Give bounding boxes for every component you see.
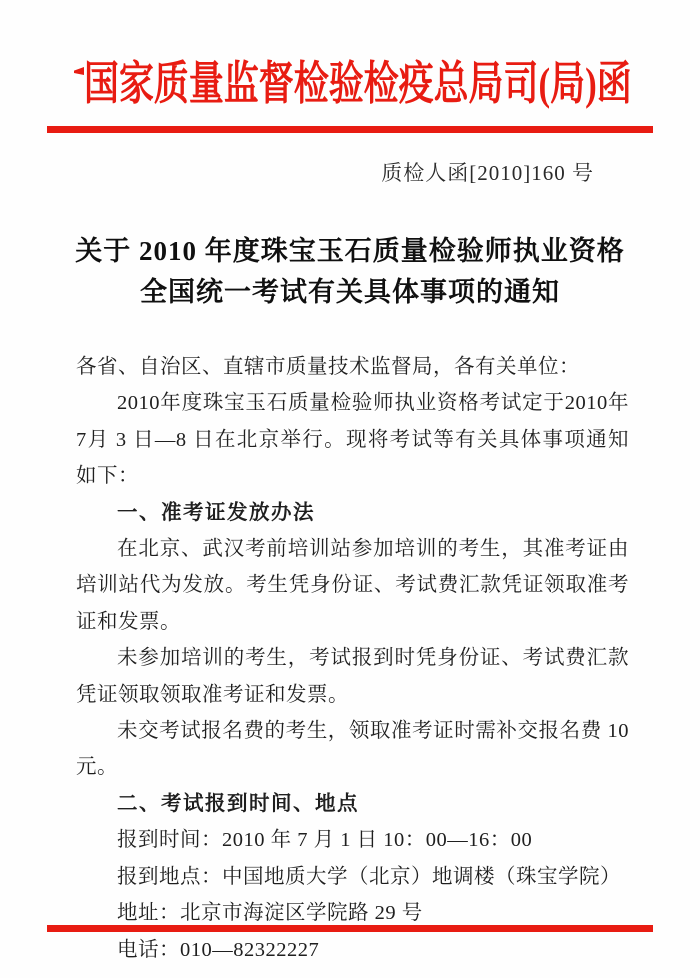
section1-paragraph3: 未交考试报名费的考生，领取准考证时需补交报名费 10 元。	[76, 720, 629, 779]
detail-report-time: 报到时间：2010 年 7 月 1 日 10：00—16：00	[117, 829, 533, 852]
detail-report-place: 报到地点：中国地质大学（北京）地调楼（珠宝学院）	[117, 865, 621, 888]
detail-address: 地址：北京市海淀区学院路 29 号	[117, 902, 423, 925]
section1-paragraph2: 未参加培训的考生，考试报到时凭身份证、考试费汇款凭证领取领取准考证和发票。	[76, 647, 629, 706]
intro-paragraph: 2010年度珠宝玉石质量检验师执业资格考试定于2010年7月 3 日—8 日在北京举行。现将考试等有关具体事项通知如下：	[76, 392, 629, 488]
section2-heading: 二、考试报到时间、地点	[117, 792, 359, 815]
letterhead-banner-title: 国家质量监督检验检疫总局司(局)函	[84, 58, 632, 109]
scan-artifact-mark	[74, 67, 84, 75]
notice-title-line2: 全国统一考试有关具体事项的通知	[140, 277, 560, 307]
document-body	[76, 349, 629, 968]
section1-paragraph1: 在北京、武汉考前培训站参加培训的考生，其准考证由培训站代为发放。考生凭身份证、考试费汇款凭证领取准考证和发票。	[76, 538, 629, 633]
detail-phone: 电话：010—82322227	[117, 938, 320, 961]
salutation: 各省、自治区、直辖市质量技术监督局，各有关单位：	[76, 356, 580, 378]
notice-title-line1: 关于 2010 年度珠宝玉石质量检验师执业资格	[75, 236, 625, 266]
section1-heading: 一、准考证发放办法	[117, 501, 315, 524]
footer-rule	[47, 925, 653, 932]
doc-number: 质检人函[2010]160 号	[381, 161, 594, 185]
header-rule	[47, 126, 653, 133]
notice-title	[0, 231, 700, 313]
